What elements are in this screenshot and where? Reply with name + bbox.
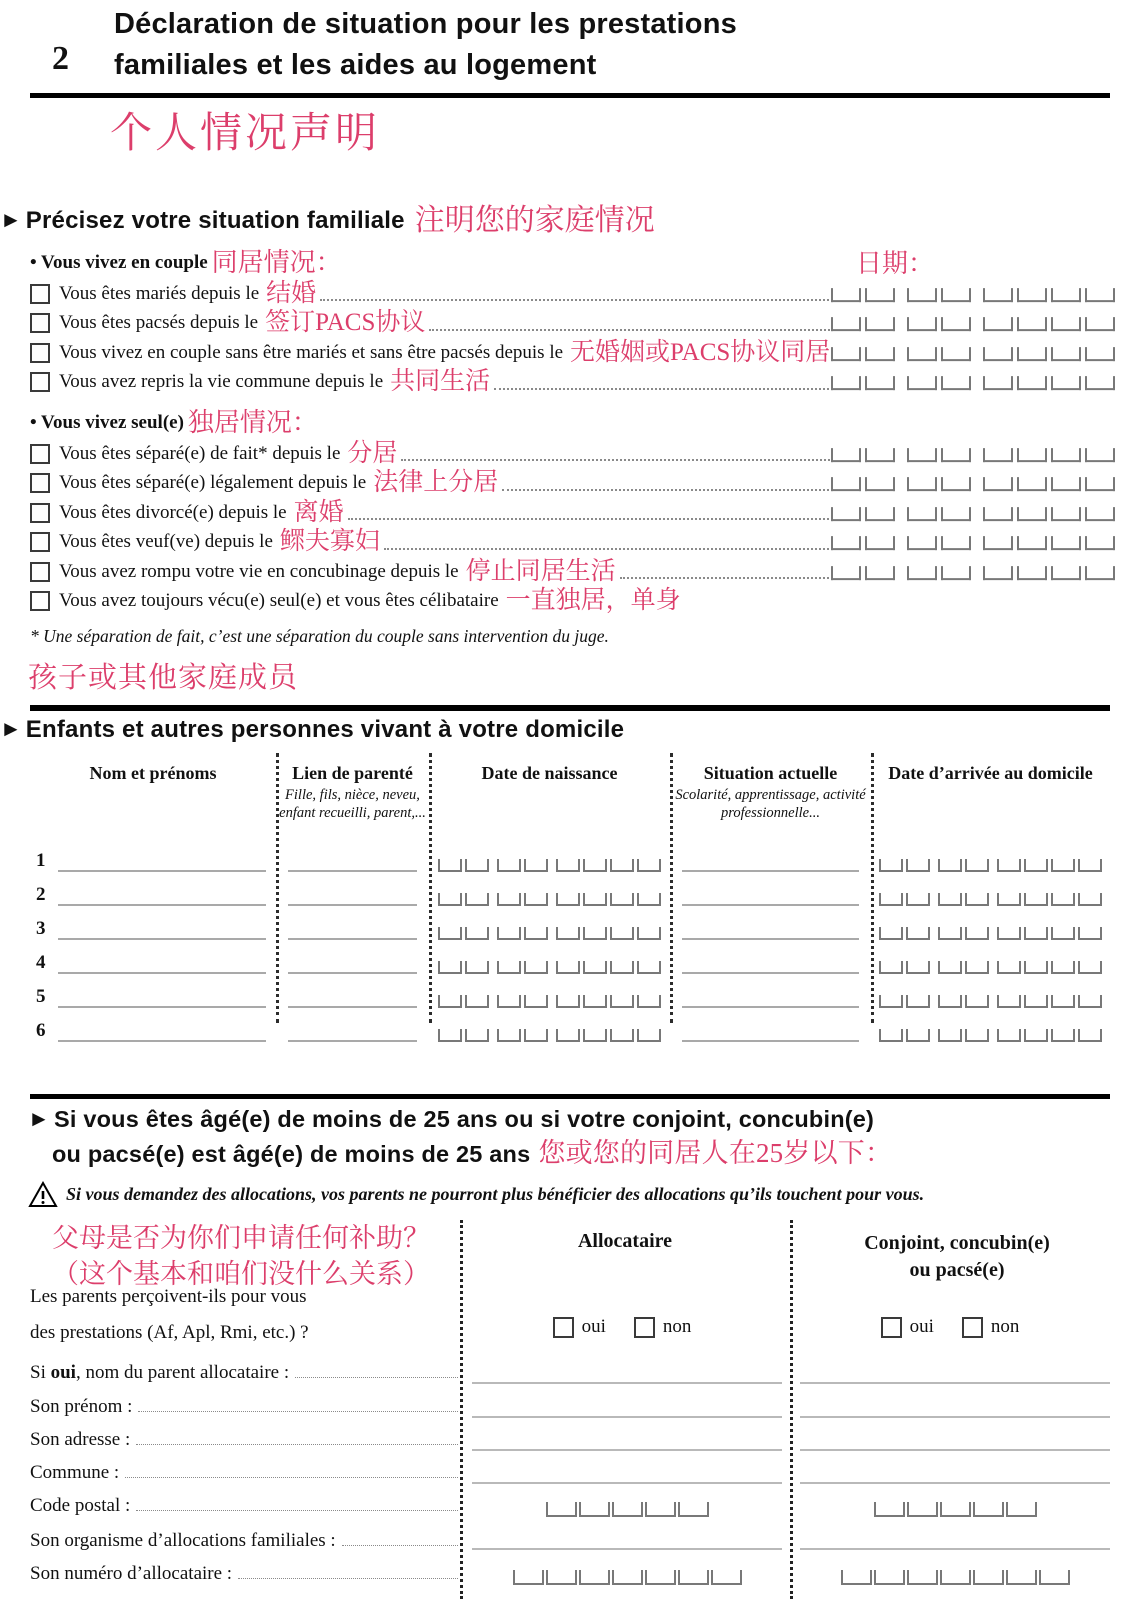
checkbox[interactable] (30, 372, 50, 392)
numero-field-allocataire[interactable] (472, 1570, 782, 1585)
name-field[interactable] (58, 860, 266, 872)
zh-annotation: 共同生活 (390, 368, 491, 396)
date-field[interactable] (831, 507, 1115, 521)
section3-title-line2: ou pacsé(e) est âgé(e) de moins de 25 ans 您或您的同居人在25岁以下： (52, 1138, 893, 1168)
option-row-separe-legal (0, 469, 1129, 499)
dotted-leader (136, 1434, 458, 1445)
single-label-zh: 独居情况： (187, 407, 318, 437)
name-field[interactable] (58, 1030, 266, 1042)
checkbox[interactable] (30, 313, 50, 333)
code-postal-field-conjoint[interactable] (800, 1502, 1110, 1517)
zh-annotation: 签订PACS协议 (265, 309, 426, 337)
birthdate-field[interactable] (438, 927, 661, 940)
row-number: 1 (36, 850, 46, 871)
zh-annotation: 无婚姻或PACS协议同居 (570, 338, 831, 366)
dotted-leader (295, 1367, 458, 1378)
label-code-postal: Code postal : (30, 1495, 458, 1517)
date-field[interactable] (831, 376, 1115, 390)
situation-field[interactable] (682, 894, 859, 906)
checkbox[interactable] (30, 473, 50, 493)
lien-field[interactable] (288, 1030, 417, 1042)
column-separator (276, 753, 279, 1023)
table-row (30, 1014, 1110, 1048)
option-label: Vous êtes mariés depuis le (59, 282, 260, 304)
non-checkbox[interactable] (634, 1317, 655, 1338)
arrival-date-field[interactable] (879, 1029, 1102, 1042)
date-label-zh: 日期： (856, 249, 935, 278)
table-row (30, 980, 1110, 1014)
arrival-date-field[interactable] (879, 961, 1102, 974)
commune-field-conjoint[interactable] (800, 1482, 1110, 1484)
option-row-vie-commune (0, 368, 1129, 398)
table-row (30, 912, 1110, 946)
option-label: Vous avez toujours vécu(e) seul(e) et vous êtes célibataire (59, 590, 499, 612)
zh-note-line1: 父母是否为你们申请任何补助？ (52, 1223, 430, 1253)
arrow-icon: ► (0, 207, 22, 232)
name-field[interactable] (58, 962, 266, 974)
date-field[interactable] (831, 477, 1115, 491)
dotted-leader (320, 286, 837, 301)
lien-field[interactable] (288, 860, 417, 872)
label-adresse: Son adresse : (30, 1429, 458, 1451)
zh-annotation: 结婚 (266, 279, 317, 307)
oui-label: oui (909, 1316, 934, 1337)
name-field[interactable] (58, 928, 266, 940)
form-title-line1: Déclaration de situation pour les prestations (114, 8, 737, 40)
question-line1: Les parents perçoivent-ils pour vous (30, 1286, 307, 1307)
arrival-date-field[interactable] (879, 859, 1102, 872)
footnote: * Une séparation de fait, c’est une séparation du couple sans intervention du juge. (30, 626, 609, 646)
section1-title-zh: 注明您的家庭情况 (414, 204, 655, 237)
section-enfants (0, 655, 1129, 1048)
couple-group-label (0, 247, 1129, 279)
section-moins-25-body (0, 1190, 1129, 1599)
dotted-leader (238, 1568, 458, 1579)
section3-title-line1: ► Si vous êtes âgé(e) de moins de 25 ans ou si votre conjoint, concubin(e) (28, 1106, 875, 1132)
option-label: Vous avez repris la vie commune depuis le (59, 371, 384, 393)
single-label: • Vous vivez seul(e) (30, 412, 184, 433)
lien-field[interactable] (288, 928, 417, 940)
birthdate-field[interactable] (438, 893, 661, 906)
numero-field-conjoint[interactable] (800, 1570, 1110, 1585)
dotted-leader (138, 1401, 458, 1412)
row-number: 5 (36, 986, 46, 1007)
column-separator (460, 1220, 463, 1599)
non-checkbox[interactable] (962, 1317, 983, 1338)
option-row-union-libre (0, 338, 1129, 368)
table-header (30, 760, 1110, 822)
zh-note-line2: （这个基本和咱们没什么关系） (52, 1259, 430, 1289)
arrow-icon: ► (28, 1106, 50, 1131)
allocataire-column-header: Allocataire (577, 1230, 673, 1252)
organisme-field-allocataire[interactable] (472, 1548, 782, 1550)
table-body (0, 844, 1129, 1048)
couple-label-zh: 同居情况： (211, 247, 342, 277)
col-header-lien: Lien de parenté (292, 763, 413, 783)
date-field[interactable] (831, 347, 1115, 361)
option-row-pacses (0, 309, 1129, 339)
divider (30, 705, 1110, 711)
option-row-maries (0, 279, 1129, 309)
arrow-icon: ► (0, 716, 22, 741)
column-separator (429, 753, 432, 1023)
section3-title-zh: 您或您的同居人在25岁以下： (538, 1138, 893, 1168)
divider (30, 93, 1110, 98)
prenom-field-allocataire[interactable] (472, 1416, 782, 1418)
label-nom-parent: Si oui, nom du parent allocataire : (30, 1362, 458, 1384)
row-number: 6 (36, 1020, 46, 1041)
option-label: Vous êtes séparé(e) légalement depuis le (59, 472, 367, 494)
lien-field[interactable] (288, 962, 417, 974)
section-situation-familiale (0, 193, 1129, 647)
dotted-leader (348, 505, 837, 520)
checkbox[interactable] (30, 532, 50, 552)
dotted-leader (494, 375, 837, 390)
name-field[interactable] (58, 894, 266, 906)
section2-heading (0, 716, 1129, 744)
birthdate-field[interactable] (438, 1029, 661, 1042)
dotted-leader (502, 476, 837, 491)
lien-field[interactable] (288, 996, 417, 1008)
birthdate-field[interactable] (438, 995, 661, 1008)
table-row (30, 946, 1110, 980)
couple-label: • Vous vivez en couple (30, 252, 208, 273)
adresse-field-conjoint[interactable] (800, 1449, 1110, 1451)
dotted-leader (136, 1500, 458, 1511)
zh-annotation: 一直独居，单身 (505, 587, 681, 615)
option-label: Vous êtes divorcé(e) depuis le (59, 501, 287, 523)
checkbox[interactable] (30, 444, 50, 464)
option-label: Vous vivez en couple sans être mariés et sans être pacsés depuis le (59, 341, 564, 363)
checkbox[interactable] (30, 562, 50, 582)
col-subheader-lien: Fille, fils, nièce, neveu, enfant recueilli, parent,... (279, 787, 426, 821)
date-field[interactable] (831, 317, 1115, 331)
option-label: Vous êtes pacsés depuis le (59, 312, 259, 334)
row-number: 2 (36, 884, 46, 905)
non-label: non (662, 1316, 692, 1337)
zh-annotation: 离婚 (293, 498, 344, 526)
dotted-leader (401, 446, 837, 461)
date-field[interactable] (831, 288, 1115, 302)
arrival-date-field[interactable] (879, 995, 1102, 1008)
option-label: Vous êtes veuf(ve) depuis le (59, 531, 273, 553)
date-field[interactable] (831, 566, 1115, 580)
table-row (30, 878, 1110, 912)
date-field[interactable] (831, 448, 1115, 462)
adresse-field-allocataire[interactable] (472, 1449, 782, 1451)
checkbox[interactable] (30, 591, 50, 611)
date-field[interactable] (831, 536, 1115, 550)
oui-label: oui (581, 1316, 606, 1337)
table-row (30, 844, 1110, 878)
label-organisme: Son organisme d’allocations familiales : (30, 1530, 458, 1552)
option-row-celibataire (0, 587, 1129, 617)
name-field[interactable] (58, 996, 266, 1008)
zh-annotation: 鳏夫寡妇 (279, 528, 380, 556)
column-separator (670, 753, 673, 1023)
label-commune: Commune : (30, 1462, 458, 1484)
warning-text: Si vous demandez des allocations, vos parents ne pourront plus bénéficier des allocations qu’ils touchent pour vous. (66, 1184, 925, 1204)
form-number: 2 (52, 40, 69, 77)
situation-field[interactable] (682, 962, 859, 974)
situation-field[interactable] (682, 860, 859, 872)
conjoint-header-line1: Conjoint, concubin(e) (864, 1232, 1050, 1254)
checkbox[interactable] (30, 343, 50, 363)
label-numero-allocataire: Son numéro d’allocataire : (30, 1563, 458, 1585)
allocataire-oui-non (472, 1316, 772, 1338)
code-postal-field-allocataire[interactable] (472, 1502, 782, 1517)
lien-field[interactable] (288, 894, 417, 906)
divider (30, 1094, 1110, 1099)
conjoint-oui-non (800, 1316, 1100, 1338)
option-label: Vous êtes séparé(e) de fait* depuis le (59, 442, 341, 464)
checkbox[interactable] (30, 284, 50, 304)
non-label: non (990, 1316, 1020, 1337)
col-header-situation: Situation actuelle (703, 763, 838, 783)
situation-field[interactable] (682, 928, 859, 940)
col-header-nom: Nom et prénoms (89, 763, 217, 783)
commune-field-allocataire[interactable] (472, 1482, 782, 1484)
arrival-date-field[interactable] (879, 927, 1102, 940)
question-line2: des prestations (Af, Apl, Rmi, etc.) ? (30, 1322, 309, 1343)
organisme-field-conjoint[interactable] (800, 1548, 1110, 1550)
section2-zh-heading: 孩子或其他家庭成员 (28, 662, 299, 694)
birthdate-field[interactable] (438, 859, 661, 872)
arrival-date-field[interactable] (879, 893, 1102, 906)
conjoint-column-header (792, 1230, 1122, 1284)
zh-annotation: 分居 (347, 439, 398, 467)
form-title-zh: 个人情况声明 (110, 111, 381, 157)
row-number: 4 (36, 952, 46, 973)
label-prenom: Son prénom : (30, 1396, 458, 1418)
section1-title: Précisez votre situation familiale (25, 207, 405, 234)
section1-heading (0, 193, 1129, 237)
checkbox[interactable] (30, 503, 50, 523)
dotted-leader (620, 564, 837, 579)
situation-field[interactable] (682, 996, 859, 1008)
col-header-naissance: Date de naissance (481, 763, 618, 783)
row-number: 3 (36, 918, 46, 939)
zh-annotation: 法律上分居 (373, 469, 499, 497)
section2-title: Enfants et autres personnes vivant à votre domicile (25, 716, 625, 743)
dotted-leader (342, 1535, 458, 1546)
single-group-label (0, 407, 1129, 439)
oui-checkbox[interactable] (553, 1317, 574, 1338)
form-title-line2: familiales et les aides au logement (114, 49, 597, 81)
nom-parent-field-conjoint[interactable] (800, 1382, 1110, 1384)
dotted-leader (429, 316, 837, 331)
col-subheader-situation: Scolarité, apprentissage, activité professionnelle... (675, 787, 866, 821)
column-separator (871, 753, 874, 1023)
dotted-leader (125, 1467, 458, 1478)
nom-parent-field-allocataire[interactable] (472, 1382, 782, 1384)
oui-checkbox[interactable] (881, 1317, 902, 1338)
option-row-separe-fait (0, 439, 1129, 469)
situation-field[interactable] (682, 1030, 859, 1042)
birthdate-field[interactable] (438, 961, 661, 974)
dotted-leader (384, 535, 837, 550)
form-title (114, 4, 737, 86)
prenom-field-conjoint[interactable] (800, 1416, 1110, 1418)
conjoint-header-line2: ou pacsé(e) (909, 1259, 1005, 1281)
option-row-divorce (0, 498, 1129, 528)
option-label: Vous avez rompu votre vie en concubinage depuis le (59, 560, 459, 582)
zh-annotation: 停止同居生活 (465, 557, 616, 585)
col-header-arrivee: Date d’arrivée au domicile (888, 763, 1093, 783)
